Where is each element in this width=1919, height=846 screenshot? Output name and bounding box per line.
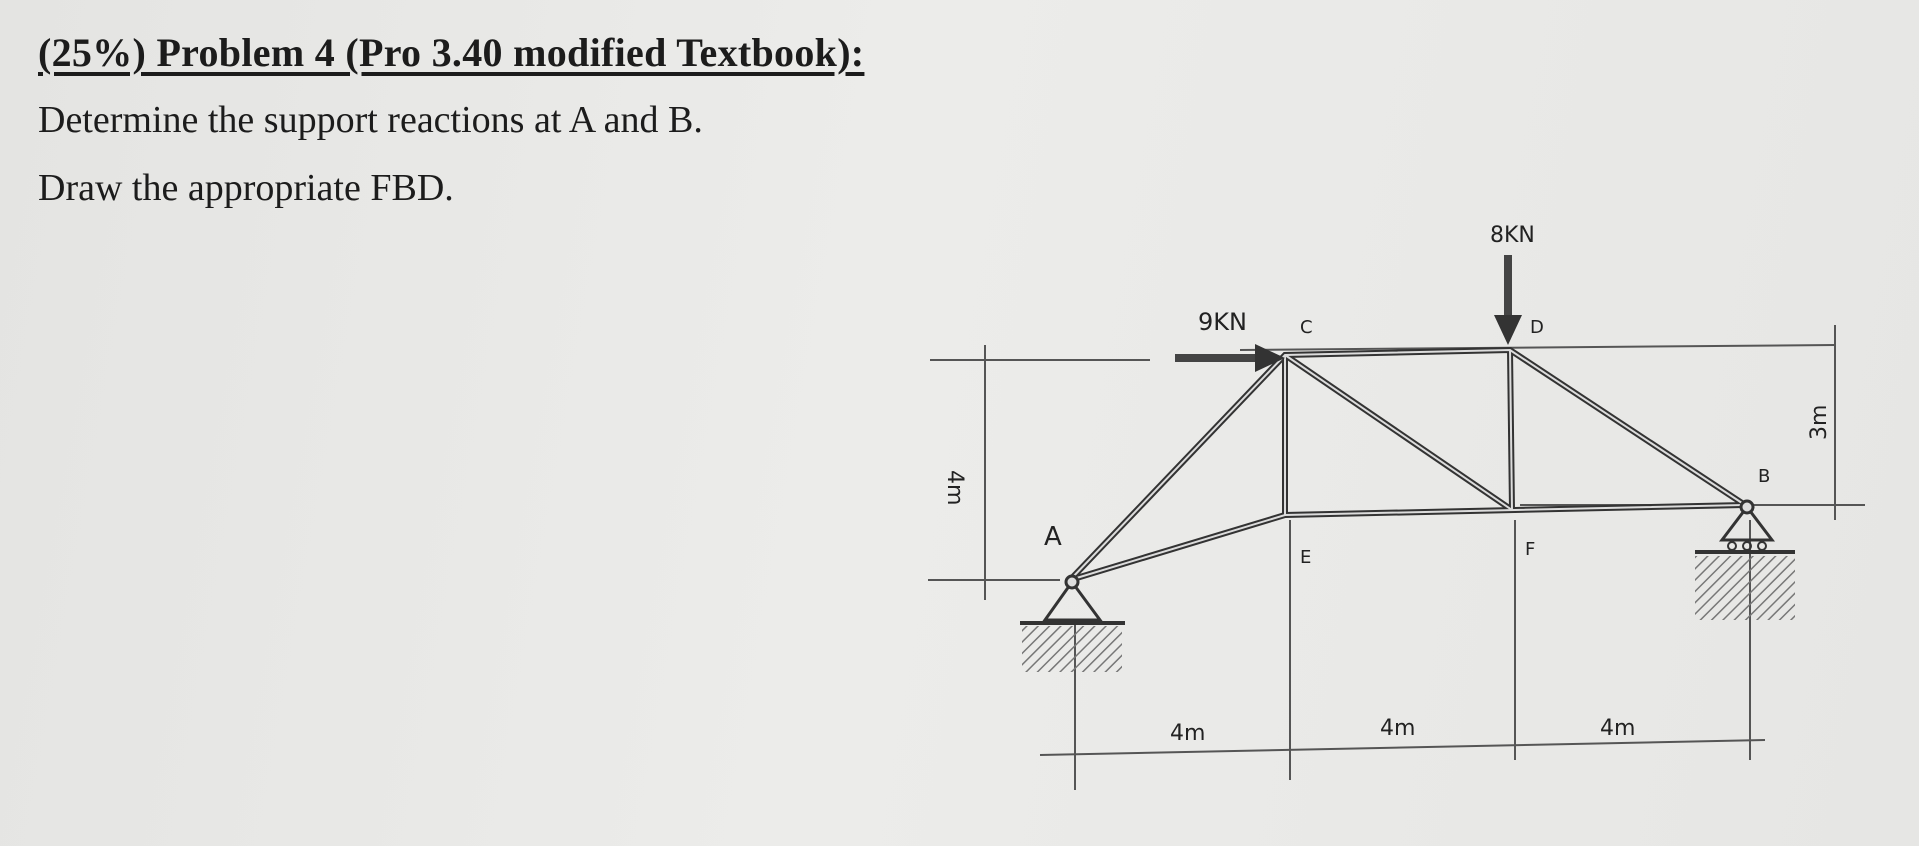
joint-label-a: A (1044, 522, 1062, 552)
joint-label-c: C (1300, 317, 1313, 338)
vertical-load-label: 8KN (1490, 223, 1535, 248)
roller-support-b (1695, 501, 1795, 620)
dimension-label-span-3: 4m (1600, 716, 1636, 741)
joint-label-d: D (1530, 317, 1544, 338)
problem-line-2: Draw the appropriate FBD. (38, 167, 454, 209)
dimension-label-left-height: 4m (942, 470, 967, 506)
joint-label-f: F (1525, 539, 1536, 560)
truss-members (1070, 350, 1745, 580)
horizontal-load-arrow (1175, 344, 1285, 372)
pin-support-a (1020, 576, 1125, 672)
horizontal-load-label: 9KN (1198, 308, 1247, 336)
problem-title: (25%) Problem 4 (Pro 3.40 modified Textbook): (38, 30, 865, 75)
problem-line-1: Determine the support reactions at A and B. (38, 99, 703, 141)
dimension-label-span-1: 4m (1170, 721, 1206, 746)
vertical-load-arrow (1494, 255, 1522, 345)
joint-label-e: E (1300, 547, 1312, 568)
joint-label-b: B (1758, 466, 1771, 487)
dimension-label-span-2: 4m (1380, 716, 1416, 741)
dimension-label-right-height: 3m (1807, 404, 1832, 440)
